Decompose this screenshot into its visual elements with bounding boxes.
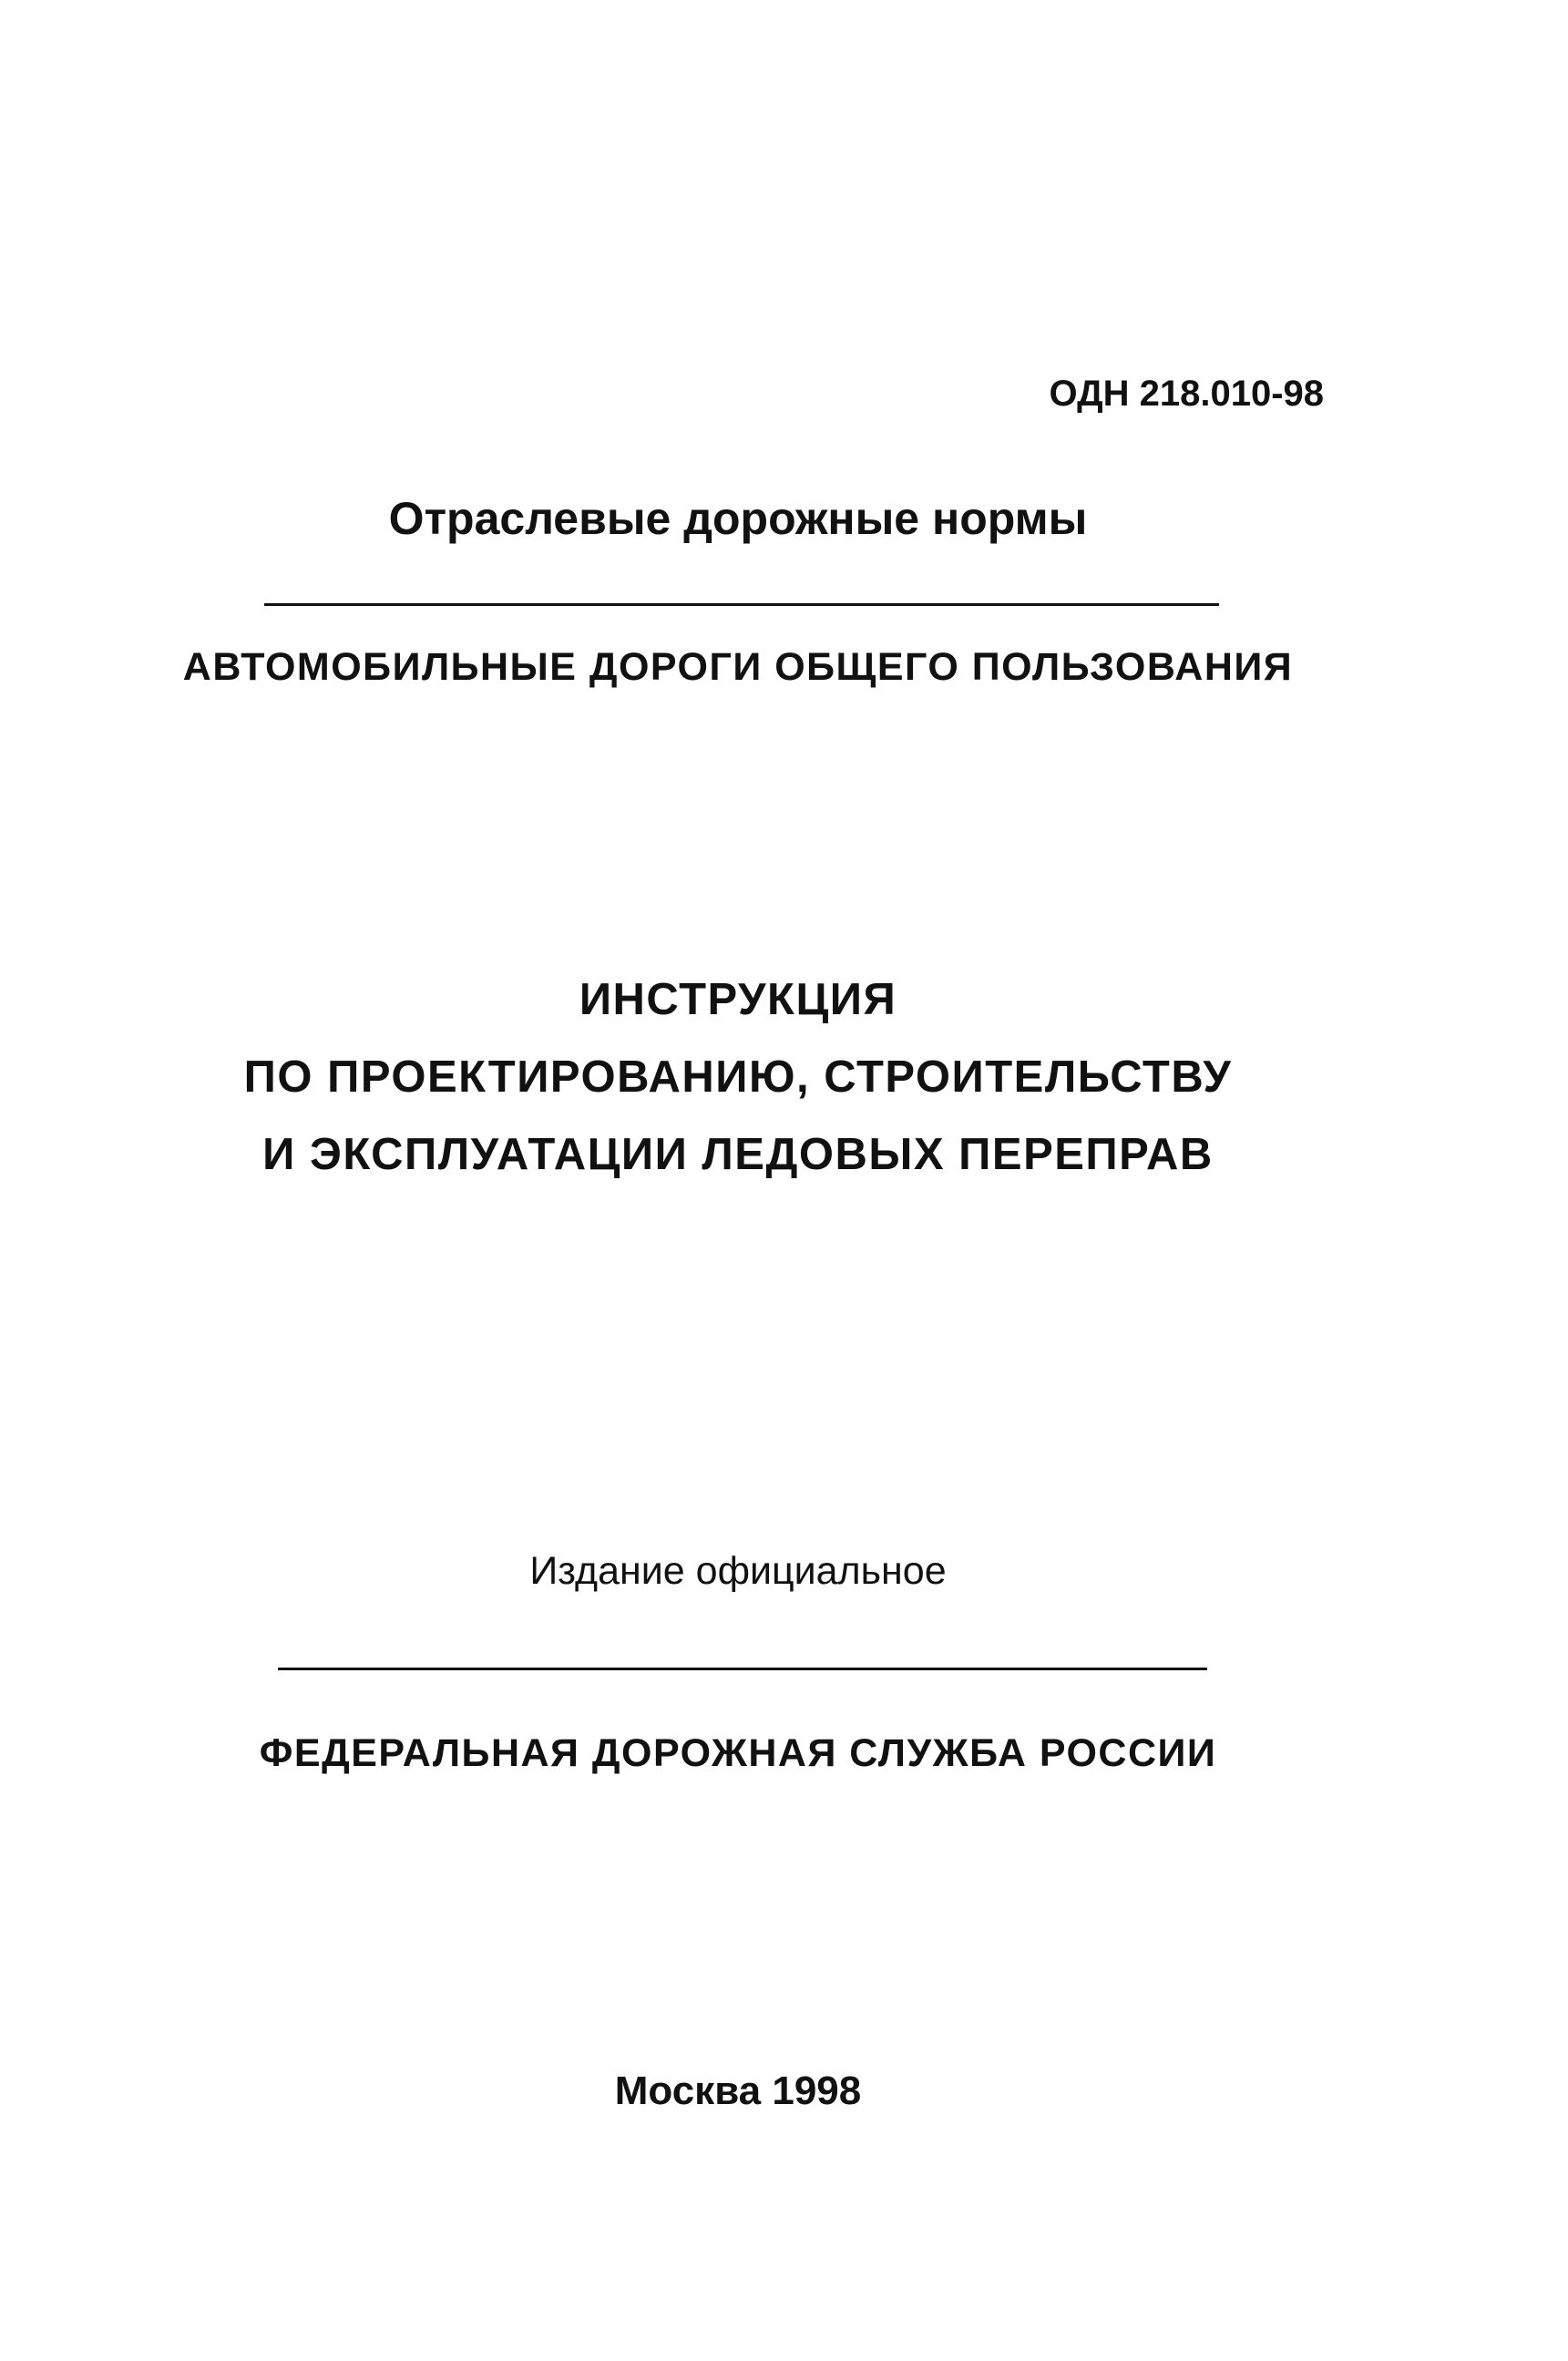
document-code: ОДН 218.010-98 bbox=[1049, 374, 1324, 414]
top-divider bbox=[264, 603, 1219, 606]
title-line: И ЭКСПЛУАТАЦИИ ЛЕДОВЫХ ПЕРЕПРАВ bbox=[262, 1130, 1214, 1179]
title-line: ПО ПРОЕКТИРОВАНИЮ, СТРОИТЕЛЬСТВУ bbox=[243, 1052, 1233, 1102]
title-line: ИНСТРУКЦИЯ bbox=[579, 975, 897, 1024]
publisher: ФЕДЕРАЛЬНАЯ ДОРОЖНАЯ СЛУЖБА РОССИИ bbox=[259, 1731, 1217, 1775]
edition-note: Издание официальное bbox=[529, 1549, 947, 1593]
document-title bbox=[0, 961, 1476, 1194]
document-series: АВТОМОБИЛЬНЫЕ ДОРОГИ ОБЩЕГО ПОЛЬЗОВАНИЯ bbox=[182, 645, 1294, 689]
bottom-divider bbox=[278, 1668, 1207, 1670]
document-category: Отраслевые дорожные нормы bbox=[388, 493, 1088, 544]
imprint: Москва 1998 bbox=[614, 2068, 862, 2113]
